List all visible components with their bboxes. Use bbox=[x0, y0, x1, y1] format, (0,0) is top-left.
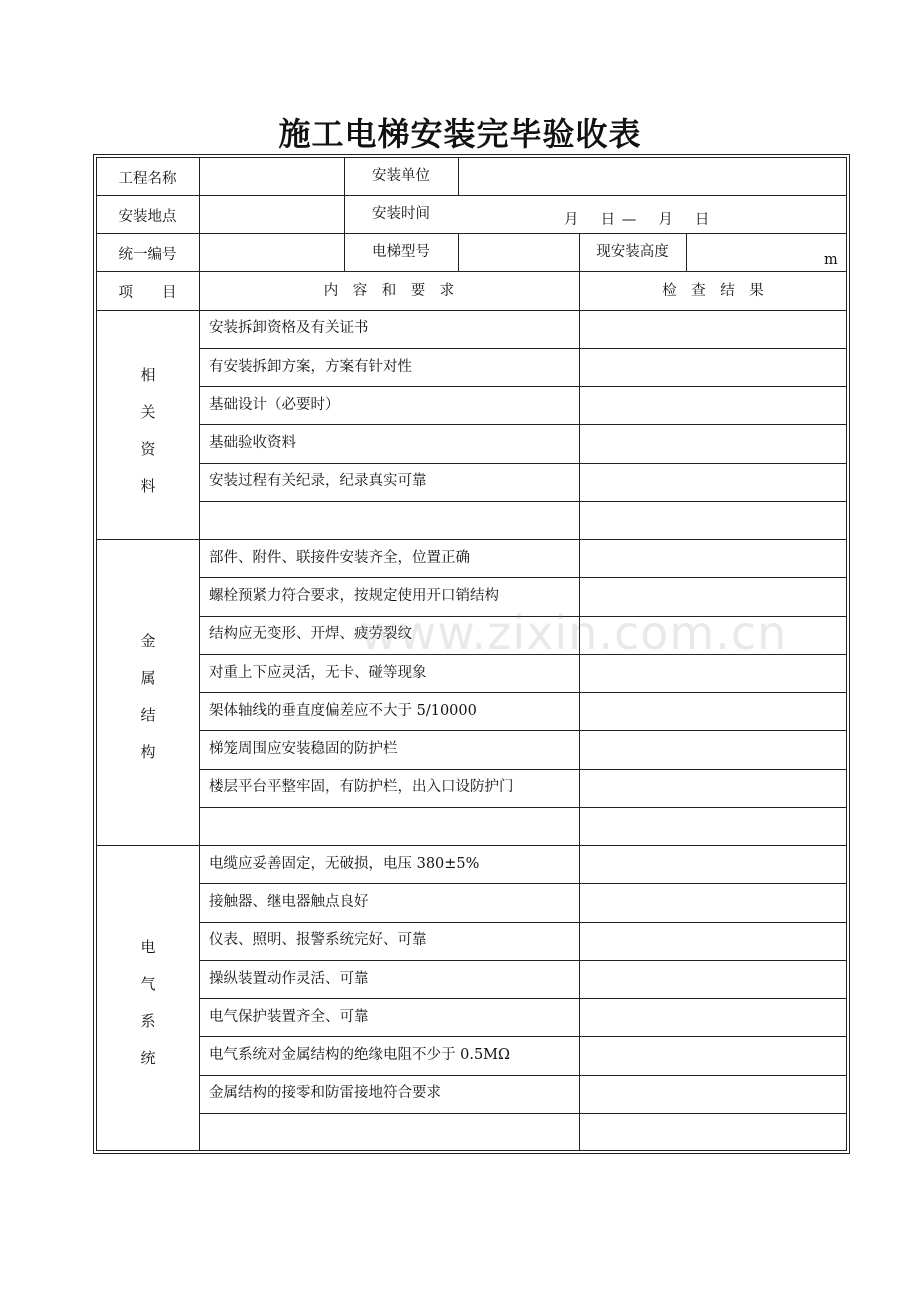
section-char: 料 bbox=[140, 477, 156, 495]
item-divider bbox=[199, 424, 847, 425]
col-divider bbox=[579, 233, 580, 1151]
check-item: 楼层平台平整牢固，有防护栏，出入口设防护门 bbox=[209, 779, 514, 795]
check-item: 部件、附件、联接件安装齐全，位置正确 bbox=[209, 550, 470, 566]
check-item: 电气保护装置齐全、可靠 bbox=[209, 1009, 369, 1025]
check-item: 有安装拆卸方案，方案有针对性 bbox=[209, 359, 412, 375]
check-item: 金属结构的接零和防雷接地符合要求 bbox=[209, 1085, 441, 1101]
section-char: 结 bbox=[140, 706, 156, 724]
section-char: 相 bbox=[140, 366, 156, 384]
height-unit: m bbox=[824, 252, 838, 268]
col-divider bbox=[686, 233, 687, 271]
check-item: 梯笼周围应安装稳固的防护栏 bbox=[209, 741, 398, 757]
unified-no-label: 统一编号 bbox=[118, 247, 177, 263]
install-site-label: 安装地点 bbox=[118, 209, 177, 225]
project-name-label: 工程名称 bbox=[118, 171, 177, 187]
item-divider bbox=[199, 807, 847, 808]
section-char: 资 bbox=[140, 440, 156, 458]
section-char: 金 bbox=[140, 632, 156, 650]
item-divider bbox=[199, 883, 847, 884]
section-name-electrical-system bbox=[136, 929, 160, 1077]
item-divider bbox=[199, 1113, 847, 1114]
section-name-metal-structure bbox=[136, 623, 160, 771]
check-item: 电气系统对金属结构的绝缘电阻不少于 0.5MΩ bbox=[209, 1047, 511, 1063]
column-heading-item: 项 目 bbox=[118, 285, 177, 301]
section-char: 统 bbox=[140, 1049, 156, 1067]
row-divider bbox=[96, 195, 847, 196]
check-item: 对重上下应灵活，无卡、碰等现象 bbox=[209, 665, 427, 681]
section-divider bbox=[96, 845, 847, 846]
check-item: 结构应无变形、开焊、疲劳裂纹 bbox=[209, 626, 412, 642]
item-divider bbox=[199, 463, 847, 464]
item-divider bbox=[199, 386, 847, 387]
install-unit-label: 安装单位 bbox=[372, 168, 430, 184]
item-divider bbox=[199, 1036, 847, 1037]
check-item: 安装拆卸资格及有关证书 bbox=[209, 320, 369, 336]
section-divider bbox=[96, 539, 847, 540]
col-divider bbox=[458, 233, 459, 271]
col-divider bbox=[458, 157, 459, 195]
section-char: 关 bbox=[140, 403, 156, 421]
current-height-label: 现安装高度 bbox=[596, 244, 669, 260]
section-char: 构 bbox=[140, 743, 156, 761]
row-divider bbox=[96, 310, 847, 311]
section-name-documents bbox=[136, 357, 160, 505]
install-time-label: 安装时间 bbox=[372, 206, 430, 222]
item-divider bbox=[199, 577, 847, 578]
elevator-model-label: 电梯型号 bbox=[372, 244, 430, 260]
check-item: 安装过程有关纪录，纪录真实可靠 bbox=[209, 473, 427, 489]
section-char: 属 bbox=[140, 669, 156, 687]
item-divider bbox=[199, 501, 847, 502]
install-time-value: 月 日 — 月 日 bbox=[564, 212, 711, 228]
col-divider bbox=[199, 157, 200, 1151]
section-char: 电 bbox=[140, 938, 156, 956]
section-char: 系 bbox=[140, 1012, 156, 1030]
item-divider bbox=[199, 692, 847, 693]
check-item: 架体轴线的垂直度偏差应不大于 5/10000 bbox=[209, 703, 477, 719]
check-item: 螺栓预紧力符合要求，按规定使用开口销结构 bbox=[209, 588, 499, 604]
item-divider bbox=[199, 960, 847, 961]
item-divider bbox=[199, 1075, 847, 1076]
section-char: 气 bbox=[140, 975, 156, 993]
check-item: 电缆应妥善固定，无破损，电压 380±5% bbox=[209, 856, 480, 872]
column-heading-content: 内 容 和 要 求 bbox=[323, 283, 455, 299]
item-divider bbox=[199, 348, 847, 349]
item-divider bbox=[199, 922, 847, 923]
column-heading-result: 检 查 结 果 bbox=[662, 283, 764, 299]
item-divider bbox=[199, 730, 847, 731]
check-item: 基础设计（必要时） bbox=[209, 397, 340, 413]
check-item: 接触器、继电器触点良好 bbox=[209, 894, 369, 910]
row-divider bbox=[96, 271, 847, 272]
check-item: 仪表、照明、报警系统完好、可靠 bbox=[209, 932, 427, 948]
check-item: 操纵装置动作灵活、可靠 bbox=[209, 971, 369, 987]
watermark: www.zixin.com.cn bbox=[360, 606, 788, 660]
item-divider bbox=[199, 998, 847, 999]
check-item: 基础验收资料 bbox=[209, 435, 296, 451]
row-divider bbox=[96, 233, 847, 234]
item-divider bbox=[199, 769, 847, 770]
form-title: 施工电梯安装完毕验收表 bbox=[278, 115, 642, 153]
